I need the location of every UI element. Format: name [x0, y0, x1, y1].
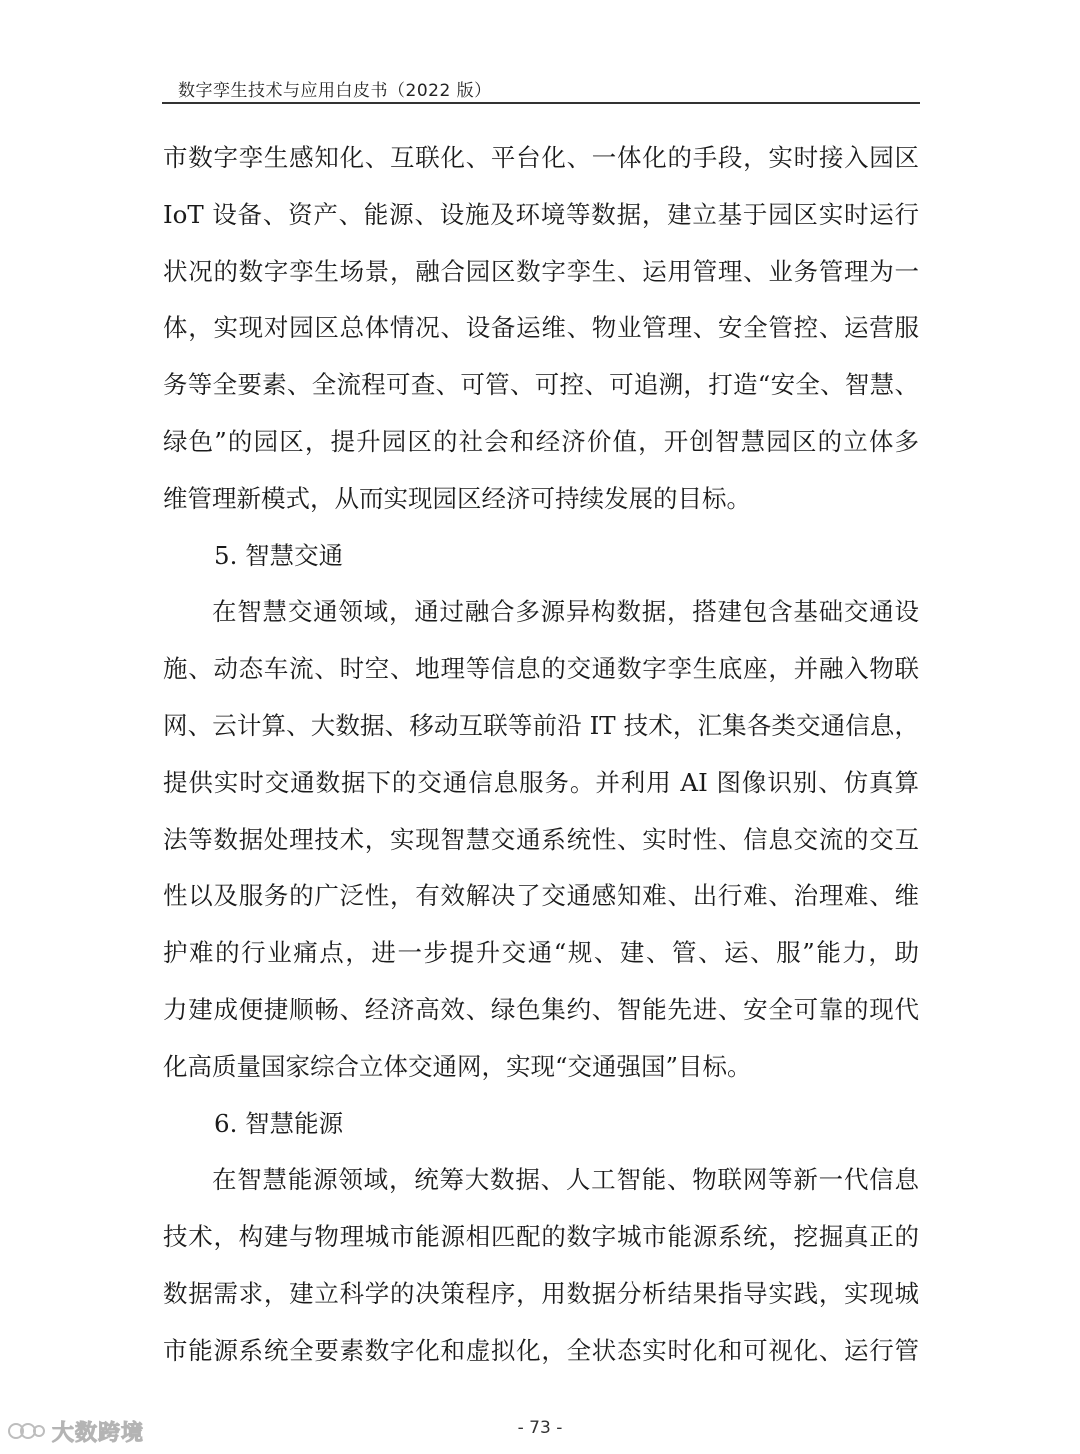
- text-line: IoT 设备、资产、能源、设施及环境等数据，建立基于园区实时运行: [163, 199, 919, 229]
- text-line: 提供实时交通数据下的交通信息服务。并利用 AI 图像识别、仿真算: [163, 767, 919, 797]
- page-body: [163, 130, 919, 1380]
- text-line: 绿色”的园区，提升园区的社会和经济价值，开创智慧园区的立体多: [163, 426, 919, 456]
- section-heading-smart-energy: 6. 智慧能源: [214, 1108, 344, 1138]
- watermark-logo-icon: [6, 1418, 46, 1444]
- text-line: 力建成便捷顺畅、经济高效、绿色集约、智能先进、安全可靠的现代: [163, 994, 919, 1024]
- watermark: [6, 1414, 144, 1448]
- text-line: 维管理新模式，从而实现园区经济可持续发展的目标。: [163, 483, 751, 513]
- text-line: 市数字孪生感知化、互联化、平台化、一体化的手段，实时接入园区: [163, 143, 919, 172]
- paragraph-smart-transportation: [163, 584, 919, 1095]
- text-line: 化高质量国家综合立体交通网，实现“交通强国”目标。: [163, 1051, 752, 1081]
- text-line: 网、云计算、大数据、移动互联等前沿 IT 技术，汇集各类交通信息，: [163, 710, 919, 740]
- text-line: 在智慧交通领域，通过融合多源异构数据，搭建包含基础交通设: [212, 597, 919, 627]
- paragraph-smart-energy: [163, 1152, 919, 1379]
- running-header: [162, 76, 920, 102]
- text-line: 技术，构建与物理城市能源相匹配的数字城市能源系统，挖掘真正的: [163, 1222, 919, 1252]
- text-line: 市能源系统全要素数字化和虚拟化，全状态实时化和可视化、运行管: [163, 1335, 919, 1365]
- text-line: 施、动态车流、时空、地理等信息的交通数字孪生底座，并融入物联: [163, 654, 919, 684]
- running-header-title: 数字孪生技术与应用白皮书（2022 版）: [178, 81, 492, 101]
- text-line: 体，实现对园区总体情况、设备运维、物业管理、安全管控、运营服: [163, 313, 919, 343]
- text-line: 数据需求，建立科学的决策程序，用数据分析结果指导实践，实现城: [163, 1278, 919, 1308]
- text-line: 性以及服务的广泛性，有效解决了交通感知难、出行难、治理难、维: [163, 881, 919, 911]
- paragraph-continuation: [163, 130, 919, 528]
- header-rule: [162, 102, 920, 104]
- text-line: 在智慧能源领域，统筹大数据、人工智能、物联网等新一代信息: [212, 1165, 919, 1195]
- page-number: - 73 -: [517, 1418, 563, 1438]
- text-line: 法等数据处理技术，实现智慧交通系统性、实时性、信息交流的交互: [163, 824, 919, 854]
- watermark-text: 大数跨境: [52, 1420, 145, 1446]
- text-line: 状况的数字孪生场景，融合园区数字孪生、运用管理、业务管理为一: [163, 256, 919, 286]
- section-heading-smart-transportation: 5. 智慧交通: [214, 540, 344, 570]
- text-line: 护难的行业痛点，进一步提升交通“规、建、管、运、服”能力，助: [163, 938, 919, 968]
- text-line: 务等全要素、全流程可查、可管、可控、可追溯，打造“安全、智慧、: [163, 370, 919, 400]
